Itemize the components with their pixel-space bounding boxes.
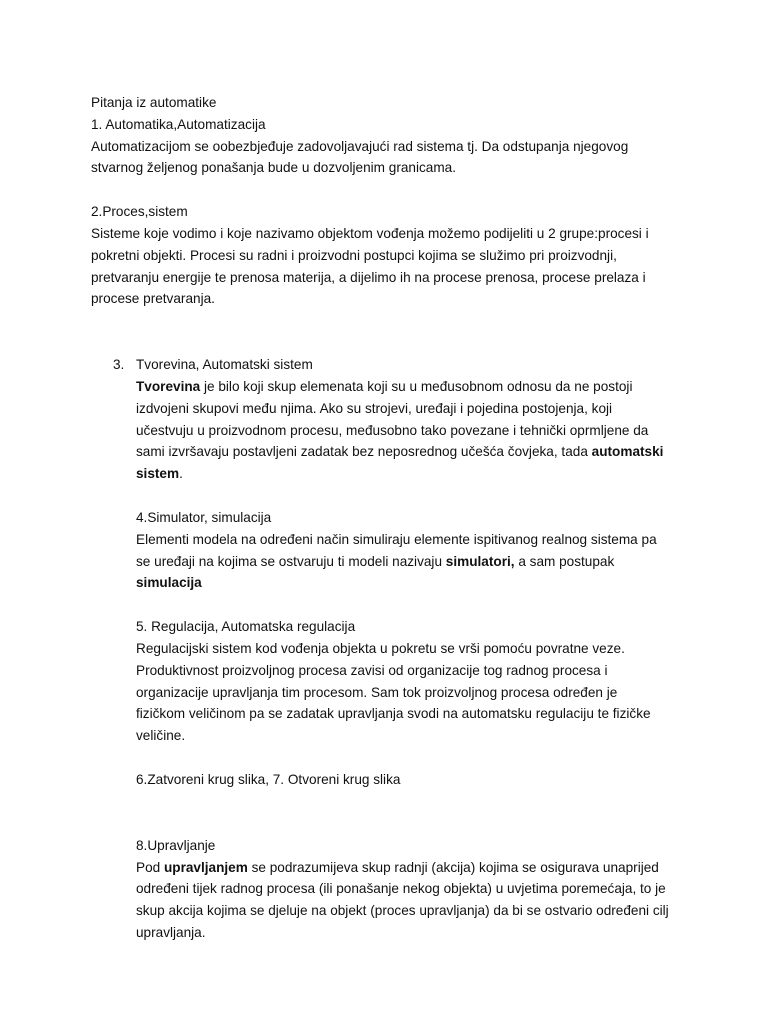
section-1-text: stvarnog željenog ponašanja bude u dozvoljenim granicama. bbox=[91, 160, 457, 176]
section-1-text: Automatizacijom se oobezbjeđuje zadovoljavajući rad sistema tj. Da odstupanja njegovog bbox=[91, 138, 629, 154]
section-2-text: Sisteme koje vodimo i koje nazivamo objektom vođenja možemo podijeliti u 2 grupe:procesi i bbox=[91, 225, 649, 241]
section-3-text: Tvorevina je bilo koji skup elemenata koji su u međusobnom odnosu da ne postoji bbox=[136, 378, 633, 394]
term-sistem: sistem bbox=[136, 466, 180, 482]
section-4-text: se uređaji na kojima se ostvaruju ti modeli nazivaju simulatori, a sam postupak bbox=[136, 553, 615, 569]
section-5-text: veličine. bbox=[136, 728, 186, 744]
section-6-heading: 6.Zatvoreni krug slika, 7. Otvoreni krug slika bbox=[136, 771, 401, 787]
section-8-text: skup akcija kojima se djeluje na objekt (proces upravljanja) da bi se ostvario određeni cilj bbox=[136, 903, 669, 919]
section-2-text: procese pretvaranja. bbox=[91, 291, 215, 307]
section-3-text: izdvojeni skupovi među njima. Ako su strojevi, uređaji i pojedina postojenja, koji bbox=[136, 400, 613, 416]
section-2-heading: 2.Proces,sistem bbox=[91, 204, 188, 220]
section-4-heading: 4.Simulator, simulacija bbox=[136, 509, 272, 525]
term-upravljanjem: upravljanjem bbox=[163, 859, 248, 875]
term-automatski: automatski bbox=[591, 444, 664, 460]
term-simulacija: simulacija bbox=[136, 575, 202, 591]
term-tvorevina: Tvorevina bbox=[136, 378, 201, 394]
spacer bbox=[91, 179, 691, 201]
section-5-text: fizičkom veličinom pa se zadatak upravljanja svodi na automatsku regulaciju te fizičke bbox=[136, 706, 651, 722]
spacer bbox=[91, 310, 691, 354]
spacer bbox=[136, 791, 691, 835]
spacer bbox=[136, 747, 691, 769]
section-4-text: Elementi modela na određeni način simuliraju elemente ispitivanog realnog sistema pa bbox=[136, 531, 657, 547]
spacer bbox=[136, 485, 691, 507]
section-8-heading: 8.Upravljanje bbox=[136, 837, 216, 853]
section-2-text: pretvaranju energije te prenosa materija, a dijelimo ih na procese prenosa, procese prelaza i bbox=[91, 269, 646, 285]
section-3-text: sistem. bbox=[136, 466, 183, 482]
term-simulatori: simulatori, bbox=[445, 553, 515, 569]
section-5-heading: 5. Regulacija, Automatska regulacija bbox=[136, 619, 356, 635]
section-3-text: učestvuju u proizvodnom procesu, međusobno tako povezane i tehnički oprmljene da bbox=[136, 422, 649, 438]
section-8-text: Pod upravljanjem se podrazumijeva skup radnji (akcija) kojima se osigurava unaprijed bbox=[136, 859, 659, 875]
section-8-text: određeni tijek radnog procesa (ili ponašanje nekog objekta) u uvjetima poremećaja, to je bbox=[136, 881, 666, 897]
spacer bbox=[136, 594, 691, 616]
section-5-text: Produktivnost proizvoljnog procesa zavisi od organizacije tog radnog procesa i bbox=[136, 662, 608, 678]
section-5-text: Regulacijski sistem kod vođenja objekta u pokretu se vrši pomoću povratne veze. bbox=[136, 640, 625, 656]
document-title: Pitanja iz automatike bbox=[91, 95, 217, 110]
section-1-heading: 1. Automatika,Automatizacija bbox=[91, 116, 266, 132]
section-3-text: sami izvršavaju postavljeni zadatak bez neposrednog učešća čovjeka, tada automatski bbox=[136, 444, 664, 460]
section-4-text bbox=[136, 572, 691, 594]
section-3-number: 3. bbox=[113, 357, 125, 373]
section-2-text: pokretni objekti. Procesi su radni i proizvodni postupci kojima se služimo pri proizvodnji, bbox=[91, 247, 617, 263]
section-3 bbox=[91, 354, 691, 944]
section-5-text: organizacije upravljanja tim procesom. Sam tok proizvoljnog procesa određen je bbox=[136, 684, 618, 700]
section-8-text: upravljanja. bbox=[136, 924, 206, 940]
section-3-heading: Tvorevina, Automatski sistem bbox=[136, 357, 313, 373]
document-page bbox=[91, 92, 691, 944]
